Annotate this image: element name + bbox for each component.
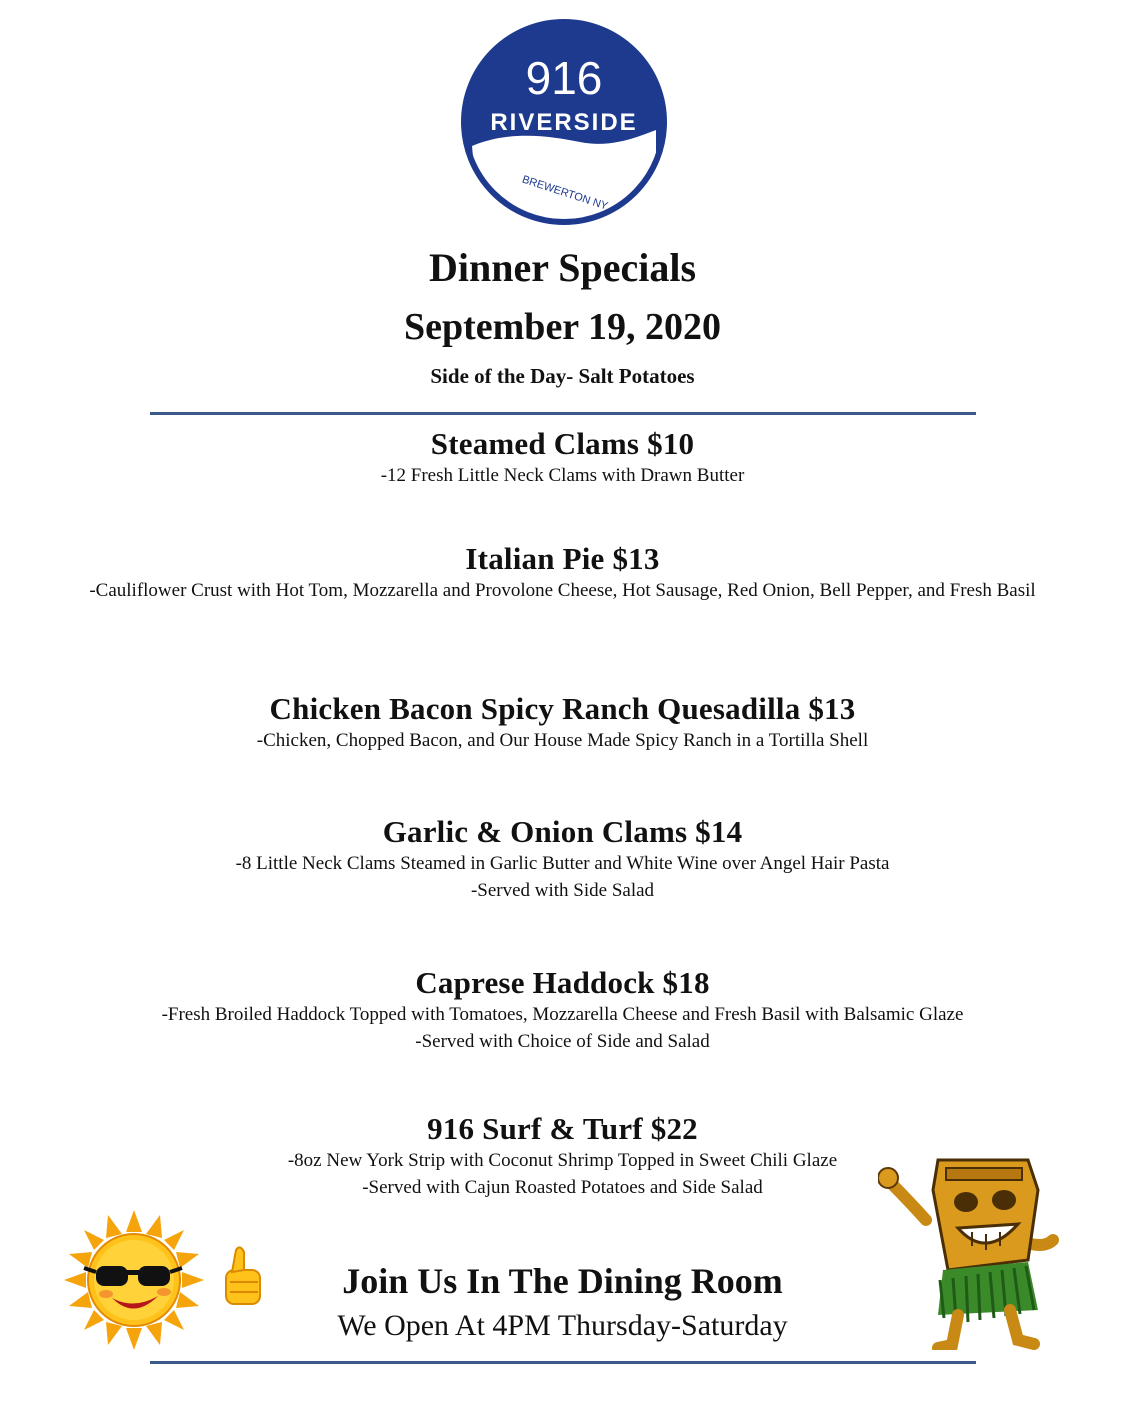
logo-location: BREWERTON NY [520,173,610,213]
menu-item-description: -Served with Cajun Roasted Potatoes and Side Salad [362,1177,763,1198]
dancing-tiki-icon [878,1150,1068,1350]
menu-item-description: -Cauliflower Crust with Hot Tom, Mozzarella and Provolone Cheese, Hot Sausage, Red Onion, Bell Pepper, and Fresh Basil [89,580,1036,601]
menu-item-description: -12 Fresh Little Neck Clams with Drawn Butter [380,465,745,486]
menu-item [0,691,1125,754]
menu-item-description: -8oz New York Strip with Coconut Shrimp Topped in Sweet Chili Glaze [287,1150,838,1171]
menu-item [0,814,1125,904]
menu-item-name: Caprese Haddock $18 [415,965,710,1000]
top-divider [150,412,976,415]
opening-hours: We Open At 4PM Thursday-Saturday [337,1309,788,1342]
logo-name: RIVERSIDE [490,109,638,136]
riverside-logo [460,18,668,226]
join-us-heading: Join Us In The Dining Room [342,1261,783,1301]
menu-item [0,426,1125,489]
menu-date: September 19, 2020 [404,306,721,348]
menu-item-description: -Served with Side Salad [470,880,655,901]
menu-item [0,541,1125,604]
page-title: Dinner Specials [428,245,697,290]
menu-item-name: Steamed Clams $10 [430,426,695,461]
menu-item-description: -Served with Choice of Side and Salad [415,1031,710,1052]
menu-item-description: -8 Little Neck Clams Steamed in Garlic Butter and White Wine over Angel Hair Pasta [235,853,890,874]
menu-item [0,965,1125,1055]
side-of-the-day: Side of the Day- Salt Potatoes [430,364,695,388]
menu-item-name: Garlic & Onion Clams $14 [382,814,743,849]
bottom-divider [150,1361,976,1364]
menu-item-description: -Chicken, Chopped Bacon, and Our House Made Spicy Ranch in a Tortilla Shell [256,730,869,751]
menu-item-name: Italian Pie $13 [465,541,660,576]
logo-number: 916 [525,52,603,104]
menu-item-description: -Fresh Broiled Haddock Topped with Tomatoes, Mozzarella Cheese and Fresh Basil with Balsamic Glaze [161,1004,964,1025]
menu-item-name: Chicken Bacon Spicy Ranch Quesadilla $13 [269,691,856,726]
menu-item-name: 916 Surf & Turf $22 [427,1111,698,1146]
